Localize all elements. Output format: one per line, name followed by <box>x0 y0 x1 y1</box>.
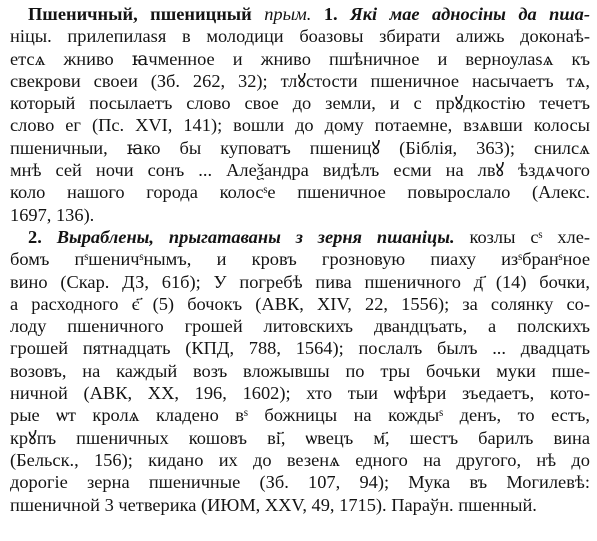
sense-2-first-line <box>10 226 590 248</box>
text-line: грошей пятнадцать (КПД, 788, 1564); послалъ былъ ... двадцать <box>10 338 590 359</box>
text-line: возовъ, на каждый возъ вложывшы по тры бочьки муки пше- <box>10 360 590 381</box>
text-line: бомъ пˢшеничˢнымъ, и кровъ грозновую пиаху изˢбранˢное <box>10 249 590 270</box>
entry-first-line <box>10 3 590 25</box>
dictionary-entry-sense-1 <box>10 3 590 226</box>
sense-number: 2. <box>28 226 42 247</box>
text-line: свекрови своеи (Зб. 262, 32); тлꙋстости пшеничное насычаетъ тѧ, <box>10 70 590 91</box>
text-line: крꙋпъ пшеничных кошовъ ві҃, ѡвецъ м҃, шестъ барилъ вина <box>10 427 590 448</box>
text-line: дорогіе зерна пшеничные (Зб. 107, 94); Мука въ Могилевѣ: <box>10 472 590 493</box>
headword: Пшеничный, пшеницный <box>28 4 252 24</box>
text-line: пшеничной 3 четверика (ИЮМ, XXV, 49, 1715). Параўн. пшенный. <box>10 494 537 515</box>
text-fragment: козлы сˢ хле- <box>469 226 590 247</box>
text-line: вино (Скар. ДЗ, 61б); У погребѣ пива пшеничного д҃ (14) бочки, <box>10 271 590 292</box>
part-of-speech-label: прым. <box>264 4 312 24</box>
text-line: коло нашого города колосˢе пшеничное повырослало (Алекс. <box>10 182 590 203</box>
text-line: (Бельск., 156); кидано их до везенѧ едного на другого, нѣ до <box>10 449 590 470</box>
sense-definition: Які мае адносіны да пша- <box>350 4 590 24</box>
text-line: слово ег (Пс. XVI, 141); вошли до дому потаемне, взѧвши колосы <box>10 115 590 136</box>
text-line: ніцы. прилепилаѕя в молодици боазовы збирати алижь доконаѣ- <box>10 26 590 47</box>
text-line: етсѧ жниво ꙗчменное и жниво пшѣничное и верноулаѕѧ къ <box>10 48 590 69</box>
text-line: рые ѡт кролѧ кладено вˢ божницы на кождыˢ денъ, то естъ, <box>10 405 590 426</box>
text-line: ничной (АВК, XX, 196, 1602); хто тыи ѡфѣри зъедаетъ, кото- <box>10 383 590 404</box>
dictionary-entry-sense-2 <box>10 226 590 516</box>
text-line: пшеничныи, ꙗко бы куповатъ пшеницꙋ (Біблія, 363); снилсѧ <box>10 137 590 158</box>
text-line: лоду пшеничного грошей литовскихъ двандцъать, а полскихъ <box>10 316 590 337</box>
text-line: мнѣ сей ночи сонъ ... Алеѯандра видѣлъ есми на лвꙋ ѣздѧчого <box>10 160 590 181</box>
dictionary-page <box>10 3 590 516</box>
text-line: а расходного є҃ (5) бочокъ (АВК, XIV, 22, 1556); за солянку со- <box>10 293 590 314</box>
text-line: 1697, 136). <box>10 204 95 225</box>
sense-definition: Выраблены, прыгатаваны з зерня пшаніцы. <box>56 226 455 247</box>
text-line: который посылаетъ слово свое до земли, и с прꙋдкостію течетъ <box>10 93 590 114</box>
sense-number: 1. <box>323 4 338 24</box>
